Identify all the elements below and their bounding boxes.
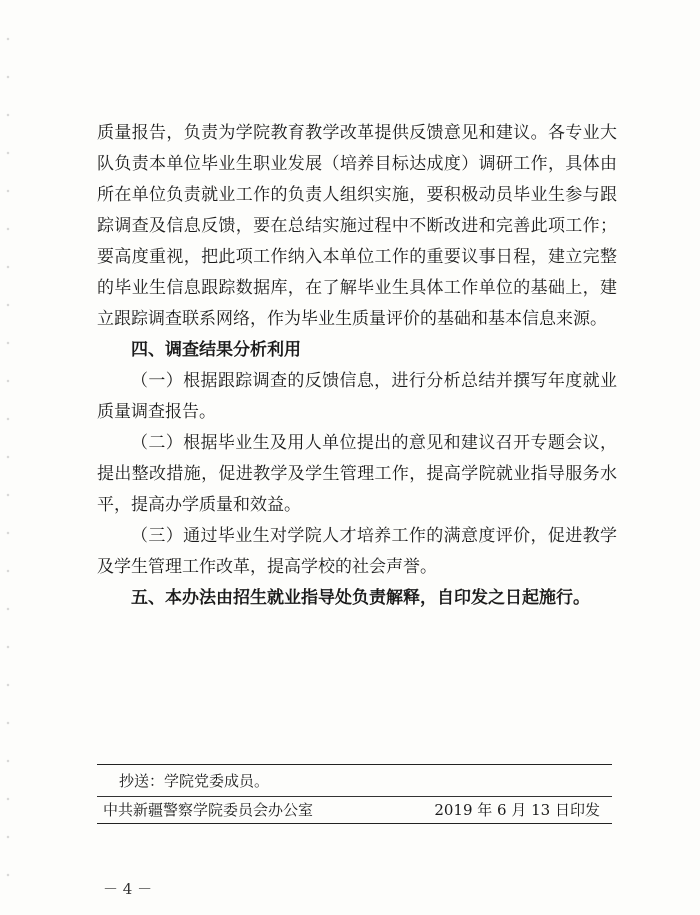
- distribution-footer: [97, 764, 612, 824]
- page-number: － 4 －: [103, 880, 153, 898]
- cc-recipients: 抄送：学院党委成员。: [119, 772, 270, 790]
- section-5-clause: 五、本办法由招生就业指导处负责解释，自印发之日起施行。: [131, 588, 590, 608]
- issuing-office: 中共新疆警察学院委员会办公室: [103, 801, 314, 819]
- section-heading-4: 四、调查结果分析利用: [131, 340, 301, 360]
- paragraph-continued: 质量报告，负责为学院教育教学改革提供反馈意见和建议。各专业大队负责本单位毕业生职业发展（培养目标达成度）调研工作，具体由所在单位负责就业工作的负责人组织实施，要积极动员毕业生参与跟踪调查及信息反馈，要在总结实施过程中不断改进和完善此项工作；要高度重视，把此项工作纳入本单位工作的重要议事日程，建立完整的毕业生信息跟踪数据库，在了解毕业生具体工作单位的基础上，建立跟踪调查联系网络，作为毕业生质量评价的基础和基本信息来源。: [97, 123, 617, 329]
- list-item-3: （三）通过毕业生对学院人才培养工作的满意度评价，促进教学及学生管理工作改革，提高学校的社会声誉。: [97, 526, 617, 577]
- list-item-1: （一）根据跟踪调查的反馈信息，进行分析总结并撰写年度就业质量调查报告。: [97, 371, 617, 422]
- document-body: [97, 118, 617, 614]
- scan-edge-marks: [6, 20, 10, 880]
- list-item-2: （二）根据毕业生及用人单位提出的意见和建议召开专题会议，提出整改措施，促进教学及学生管理工作，提高学院就业指导服务水平，提高办学质量和效益。: [97, 433, 617, 515]
- issue-date: 2019 年 6 月 13 日印发: [434, 801, 600, 819]
